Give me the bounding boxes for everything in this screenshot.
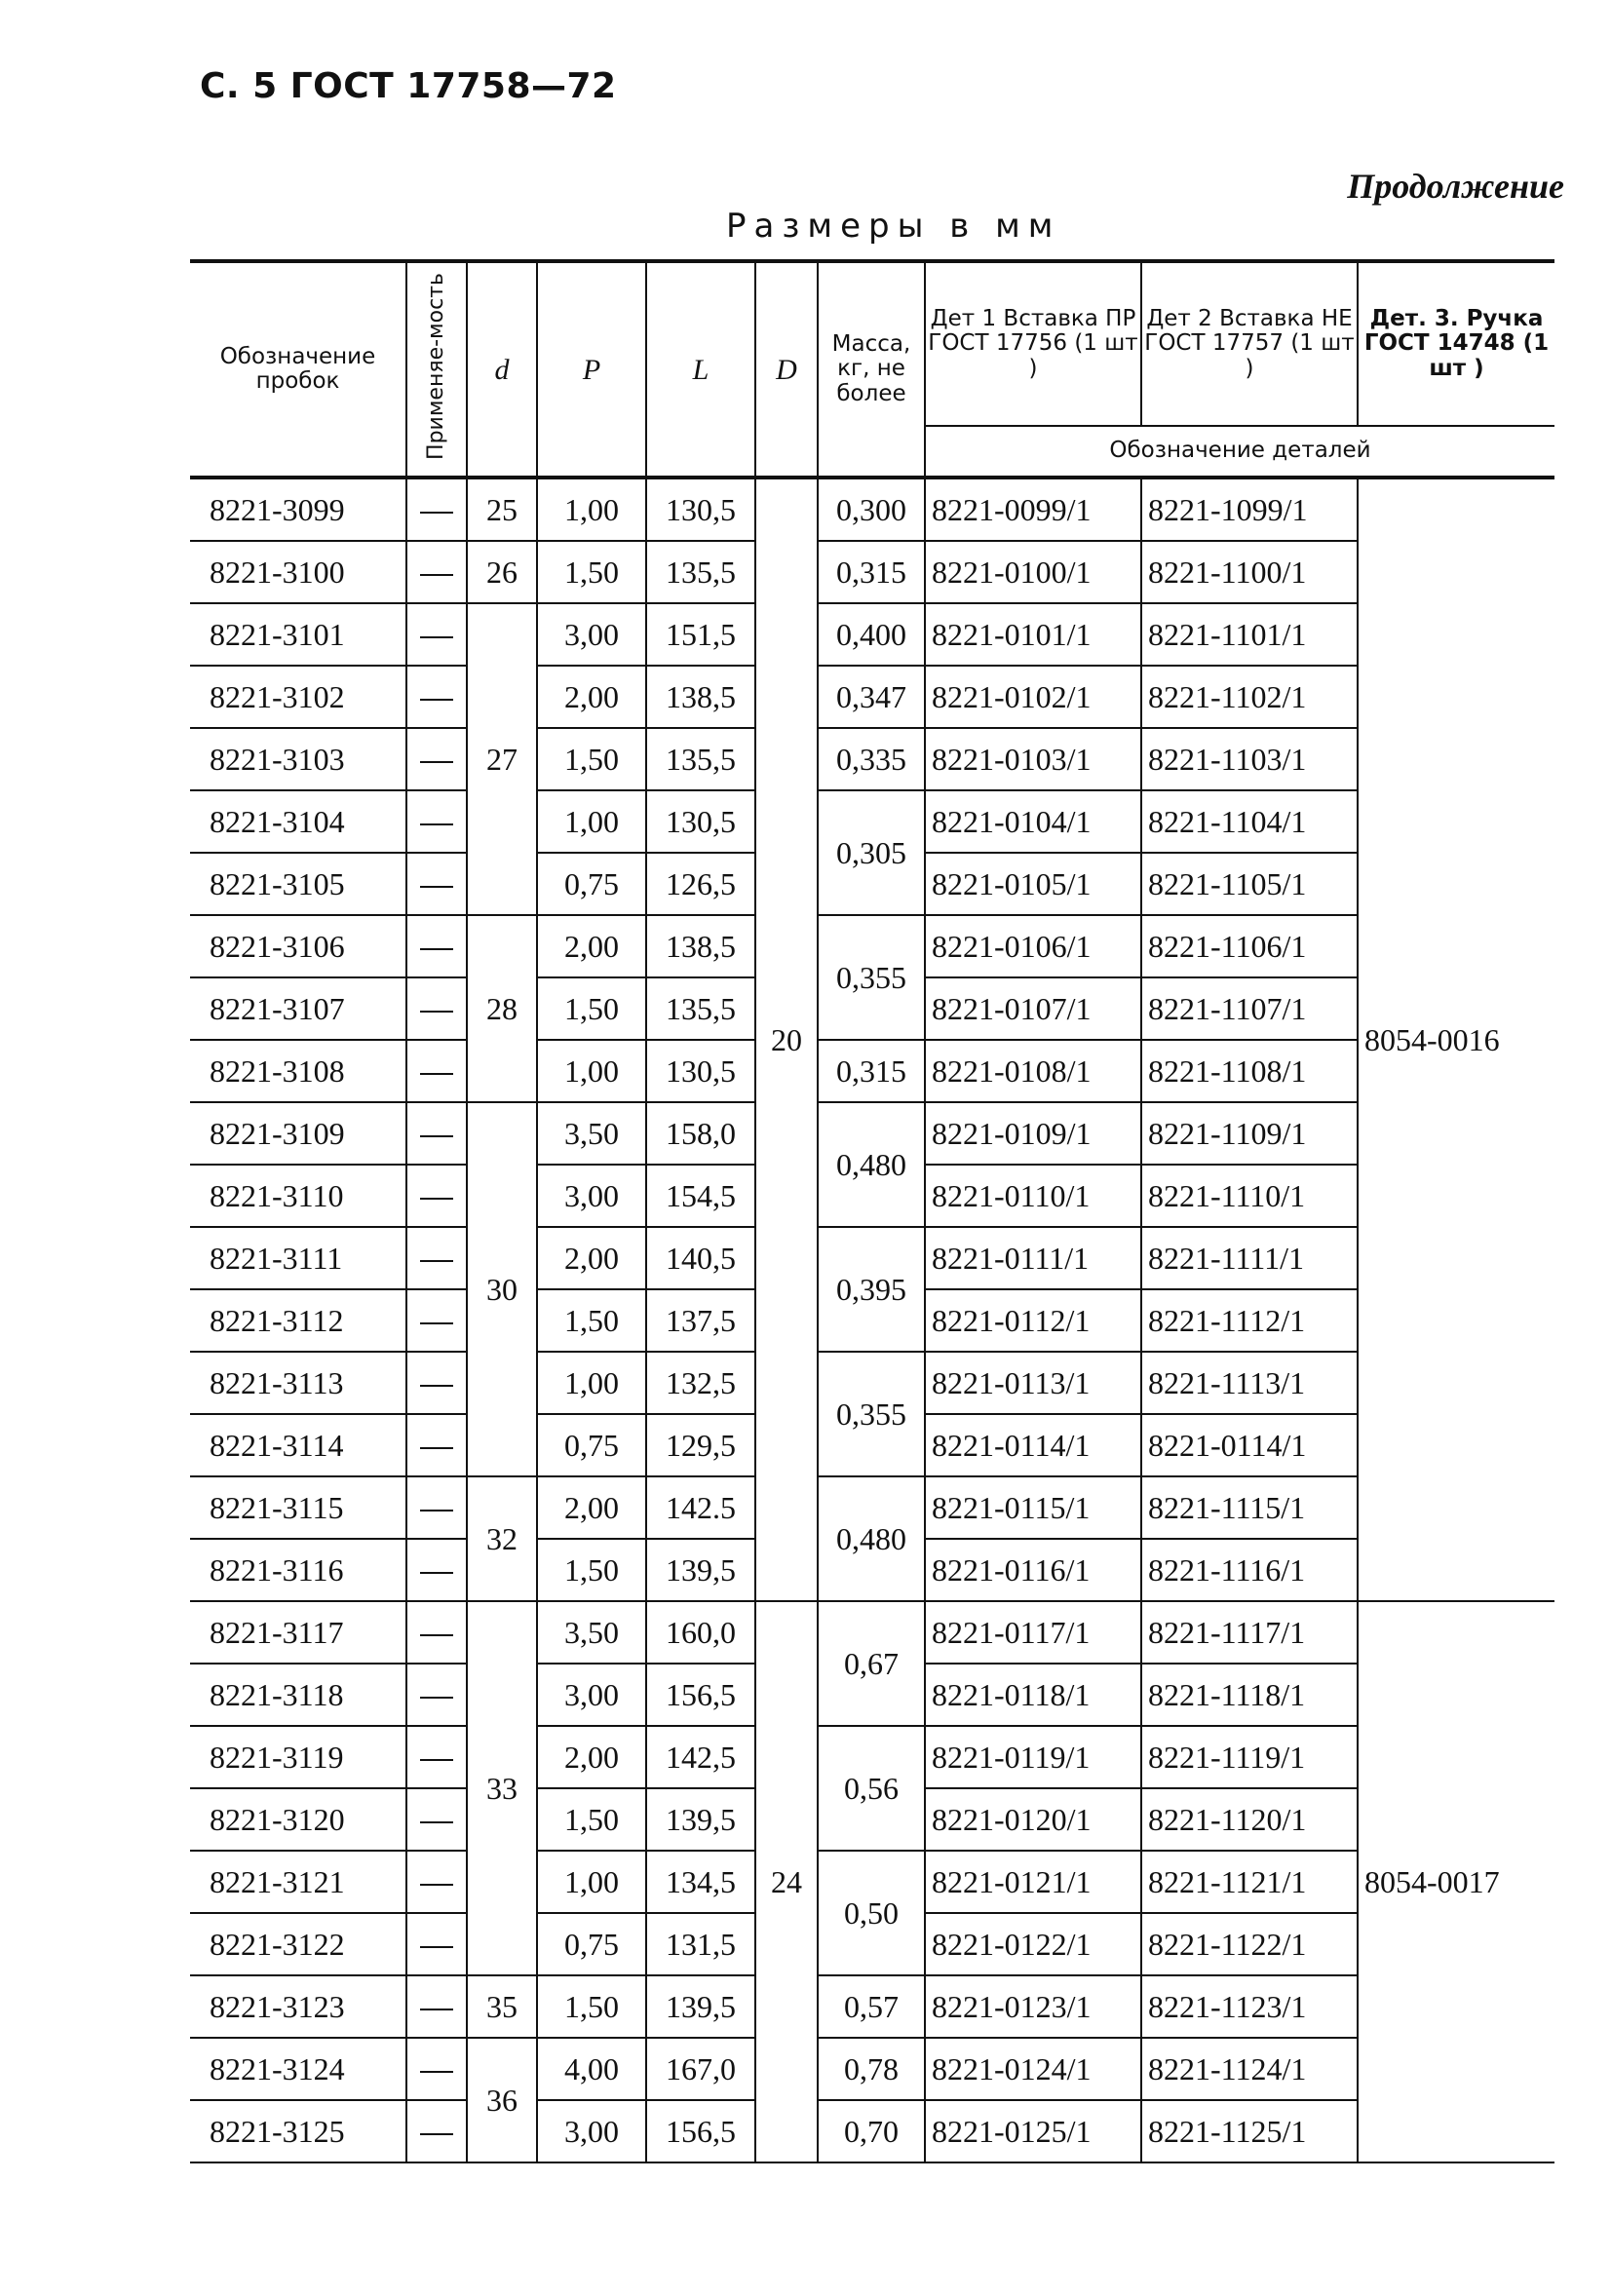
dash-mark — [420, 1634, 453, 1636]
P-value: 1,00 — [537, 1851, 646, 1913]
table-row — [190, 790, 1554, 853]
d-value: 33 — [467, 1601, 537, 1975]
applicability-cell — [406, 1664, 467, 1726]
P-value: 3,00 — [537, 2100, 646, 2162]
L-value: 156,5 — [646, 1664, 755, 1726]
det1-code: 8221-0099/1 — [925, 478, 1141, 541]
dash-mark — [420, 1073, 453, 1075]
P-value: 1,00 — [537, 478, 646, 541]
det1-code: 8221-0123/1 — [925, 1975, 1141, 2038]
mass-value: 0,56 — [818, 1726, 925, 1851]
dash-mark — [420, 2071, 453, 2073]
plug-designation: 8221-3109 — [190, 1102, 406, 1165]
d-value: 36 — [467, 2038, 537, 2162]
L-value: 138,5 — [646, 666, 755, 728]
det1-code: 8221-0113/1 — [925, 1352, 1141, 1414]
P-value: 2,00 — [537, 1227, 646, 1289]
plug-designation: 8221-3100 — [190, 541, 406, 603]
det1-code: 8221-0114/1 — [925, 1414, 1141, 1476]
table-body — [190, 478, 1554, 2162]
det3-code: 8054-0016 — [1358, 478, 1554, 1601]
table-row — [190, 478, 1554, 541]
applicability-cell — [406, 1102, 467, 1165]
applicability-cell — [406, 728, 467, 790]
P-value: 1,50 — [537, 1539, 646, 1601]
table-row — [190, 728, 1554, 790]
dash-mark — [420, 512, 453, 514]
dash-mark — [420, 1821, 453, 1823]
P-value: 2,00 — [537, 1726, 646, 1788]
col-L: L — [646, 261, 755, 478]
det2-code: 8221-1121/1 — [1141, 1851, 1358, 1913]
mass-value: 0,480 — [818, 1102, 925, 1227]
units-caption: Размеры в мм — [726, 207, 1061, 246]
plug-designation: 8221-3125 — [190, 2100, 406, 2162]
col-det2: Дет 2 Вставка НЕ ГОСТ 17757 (1 шт ) — [1141, 261, 1358, 426]
det2-code: 8221-1113/1 — [1141, 1352, 1358, 1414]
det1-code: 8221-0115/1 — [925, 1476, 1141, 1539]
det2-code: 8221-1116/1 — [1141, 1539, 1358, 1601]
L-value: 142.5 — [646, 1476, 755, 1539]
P-value: 1,50 — [537, 728, 646, 790]
P-value: 1,50 — [537, 977, 646, 1040]
mass-value: 0,78 — [818, 2038, 925, 2100]
continuation-label: Продолжение — [1347, 167, 1564, 206]
mass-value: 0,400 — [818, 603, 925, 666]
L-value: 130,5 — [646, 1040, 755, 1102]
L-value: 139,5 — [646, 1788, 755, 1851]
plug-designation: 8221-3123 — [190, 1975, 406, 2038]
det2-code: 8221-1109/1 — [1141, 1102, 1358, 1165]
dash-mark — [420, 823, 453, 825]
det1-code: 8221-0119/1 — [925, 1726, 1141, 1788]
table-row — [190, 1476, 1554, 1539]
plug-designation: 8221-3104 — [190, 790, 406, 853]
col-applicability — [406, 261, 467, 478]
P-value: 1,00 — [537, 790, 646, 853]
dash-mark — [420, 1572, 453, 1574]
det1-code: 8221-0110/1 — [925, 1165, 1141, 1227]
L-value: 129,5 — [646, 1414, 755, 1476]
applicability-cell — [406, 1539, 467, 1601]
d-value: 25 — [467, 478, 537, 541]
col-d: d — [467, 261, 537, 478]
L-value: 135,5 — [646, 728, 755, 790]
applicability-cell — [406, 790, 467, 853]
P-value: 3,00 — [537, 603, 646, 666]
mass-value: 0,315 — [818, 541, 925, 603]
det1-code: 8221-0107/1 — [925, 977, 1141, 1040]
plug-designation: 8221-3115 — [190, 1476, 406, 1539]
applicability-cell — [406, 1913, 467, 1975]
d-value: 27 — [467, 603, 537, 915]
col-P: P — [537, 261, 646, 478]
table-row — [190, 1851, 1554, 1913]
page-title: С. 5 ГОСТ 17758—72 — [200, 66, 617, 106]
det2-code: 8221-1123/1 — [1141, 1975, 1358, 2038]
table-row — [190, 915, 1554, 977]
table-row — [190, 1726, 1554, 1788]
plug-designation: 8221-3111 — [190, 1227, 406, 1289]
dash-mark — [420, 1759, 453, 1761]
det2-code: 8221-1110/1 — [1141, 1165, 1358, 1227]
mass-value: 0,347 — [818, 666, 925, 728]
P-value: 1,50 — [537, 541, 646, 603]
plug-designation: 8221-3117 — [190, 1601, 406, 1664]
det2-code: 8221-1112/1 — [1141, 1289, 1358, 1352]
L-value: 158,0 — [646, 1102, 755, 1165]
det1-code: 8221-0111/1 — [925, 1227, 1141, 1289]
det1-code: 8221-0105/1 — [925, 853, 1141, 915]
d-value: 35 — [467, 1975, 537, 2038]
det2-code: 8221-1125/1 — [1141, 2100, 1358, 2162]
mass-value: 0,70 — [818, 2100, 925, 2162]
P-value: 1,50 — [537, 1788, 646, 1851]
d-value: 32 — [467, 1476, 537, 1601]
det2-code: 8221-1119/1 — [1141, 1726, 1358, 1788]
col-det1: Дет 1 Вставка ПР ГОСТ 17756 (1 шт ) — [925, 261, 1141, 426]
det2-code: 8221-1122/1 — [1141, 1913, 1358, 1975]
applicability-cell — [406, 541, 467, 603]
D-value: 20 — [755, 478, 818, 1601]
d-value: 26 — [467, 541, 537, 603]
dash-mark — [420, 1322, 453, 1324]
dash-mark — [420, 1697, 453, 1699]
mass-value: 0,355 — [818, 1352, 925, 1476]
det1-code: 8221-0103/1 — [925, 728, 1141, 790]
det2-code: 8221-1107/1 — [1141, 977, 1358, 1040]
d-value: 28 — [467, 915, 537, 1102]
applicability-cell — [406, 1352, 467, 1414]
table-row — [190, 2038, 1554, 2100]
P-value: 3,50 — [537, 1601, 646, 1664]
P-value: 2,00 — [537, 666, 646, 728]
P-value: 1,50 — [537, 1289, 646, 1352]
plug-designation: 8221-3108 — [190, 1040, 406, 1102]
table-row — [190, 2100, 1554, 2162]
L-value: 130,5 — [646, 478, 755, 541]
plug-designation: 8221-3119 — [190, 1726, 406, 1788]
plug-designation: 8221-3102 — [190, 666, 406, 728]
det2-code: 8221-1106/1 — [1141, 915, 1358, 977]
L-value: 137,5 — [646, 1289, 755, 1352]
det2-code: 8221-1105/1 — [1141, 853, 1358, 915]
L-value: 139,5 — [646, 1539, 755, 1601]
dash-mark — [420, 1011, 453, 1013]
col-D: D — [755, 261, 818, 478]
L-value: 131,5 — [646, 1913, 755, 1975]
d-value: 30 — [467, 1102, 537, 1476]
applicability-cell — [406, 1726, 467, 1788]
det2-code: 8221-1115/1 — [1141, 1476, 1358, 1539]
L-value: 135,5 — [646, 977, 755, 1040]
plug-designation: 8221-3114 — [190, 1414, 406, 1476]
dash-mark — [420, 1946, 453, 1948]
P-value: 2,00 — [537, 1476, 646, 1539]
applicability-cell — [406, 1414, 467, 1476]
L-value: 134,5 — [646, 1851, 755, 1913]
L-value: 156,5 — [646, 2100, 755, 2162]
mass-value: 0,335 — [818, 728, 925, 790]
plug-designation: 8221-3110 — [190, 1165, 406, 1227]
dash-mark — [420, 1447, 453, 1449]
det1-code: 8221-0106/1 — [925, 915, 1141, 977]
table-row — [190, 1352, 1554, 1414]
det2-code: 8221-1124/1 — [1141, 2038, 1358, 2100]
col-applicability-label: Применяе-мость — [424, 272, 449, 460]
P-value: 1,00 — [537, 1040, 646, 1102]
det2-code: 8221-1101/1 — [1141, 603, 1358, 666]
applicability-cell — [406, 1165, 467, 1227]
det1-code: 8221-0122/1 — [925, 1913, 1141, 1975]
det2-code: 8221-1118/1 — [1141, 1664, 1358, 1726]
D-value: 24 — [755, 1601, 818, 2162]
col-designation: Обозначение пробок — [190, 261, 406, 478]
det2-code: 8221-1108/1 — [1141, 1040, 1358, 1102]
table-header — [190, 261, 1554, 478]
table-row — [190, 603, 1554, 666]
mass-value: 0,300 — [818, 478, 925, 541]
det1-code: 8221-0120/1 — [925, 1788, 1141, 1851]
applicability-cell — [406, 2100, 467, 2162]
P-value: 0,75 — [537, 853, 646, 915]
applicability-cell — [406, 977, 467, 1040]
det2-code: 8221-1104/1 — [1141, 790, 1358, 853]
plug-designation: 8221-3113 — [190, 1352, 406, 1414]
det2-code: 8221-0114/1 — [1141, 1414, 1358, 1476]
L-value: 167,0 — [646, 2038, 755, 2100]
L-value: 151,5 — [646, 603, 755, 666]
applicability-cell — [406, 1601, 467, 1664]
mass-value: 0,305 — [818, 790, 925, 915]
det2-code: 8221-1111/1 — [1141, 1227, 1358, 1289]
P-value: 3,00 — [537, 1165, 646, 1227]
L-value: 140,5 — [646, 1227, 755, 1289]
mass-value: 0,67 — [818, 1601, 925, 1726]
dash-mark — [420, 1510, 453, 1512]
dash-mark — [420, 2009, 453, 2010]
L-value: 130,5 — [646, 790, 755, 853]
det2-code: 8221-1102/1 — [1141, 666, 1358, 728]
det3-code: 8054-0017 — [1358, 1601, 1554, 2162]
P-value: 2,00 — [537, 915, 646, 977]
applicability-cell — [406, 1040, 467, 1102]
L-value: 138,5 — [646, 915, 755, 977]
det2-code: 8221-1100/1 — [1141, 541, 1358, 603]
det2-code: 8221-1103/1 — [1141, 728, 1358, 790]
applicability-cell — [406, 603, 467, 666]
det1-code: 8221-0124/1 — [925, 2038, 1141, 2100]
plug-designation: 8221-3118 — [190, 1664, 406, 1726]
det1-code: 8221-0104/1 — [925, 790, 1141, 853]
plug-designation: 8221-3099 — [190, 478, 406, 541]
det2-code: 8221-1120/1 — [1141, 1788, 1358, 1851]
det1-code: 8221-0108/1 — [925, 1040, 1141, 1102]
mass-value: 0,57 — [818, 1975, 925, 2038]
col-mass: Масса, кг, не более — [818, 261, 925, 478]
plug-designation: 8221-3116 — [190, 1539, 406, 1601]
det1-code: 8221-0102/1 — [925, 666, 1141, 728]
det2-code: 8221-1099/1 — [1141, 478, 1358, 541]
dash-mark — [420, 1260, 453, 1262]
plug-designation: 8221-3107 — [190, 977, 406, 1040]
plug-designation: 8221-3121 — [190, 1851, 406, 1913]
mass-value: 0,480 — [818, 1476, 925, 1601]
L-value: 132,5 — [646, 1352, 755, 1414]
dash-mark — [420, 948, 453, 950]
col-details-subheader: Обозначение деталей — [925, 426, 1554, 478]
applicability-cell — [406, 853, 467, 915]
P-value: 0,75 — [537, 1913, 646, 1975]
P-value: 1,00 — [537, 1352, 646, 1414]
applicability-cell — [406, 478, 467, 541]
dash-mark — [420, 636, 453, 638]
det2-code: 8221-1117/1 — [1141, 1601, 1358, 1664]
plug-designation: 8221-3112 — [190, 1289, 406, 1352]
plug-designation: 8221-3101 — [190, 603, 406, 666]
plug-designation: 8221-3105 — [190, 853, 406, 915]
dash-mark — [420, 574, 453, 576]
P-value: 3,50 — [537, 1102, 646, 1165]
applicability-cell — [406, 1227, 467, 1289]
L-value: 139,5 — [646, 1975, 755, 2038]
L-value: 135,5 — [646, 541, 755, 603]
L-value: 160,0 — [646, 1601, 755, 1664]
dash-mark — [420, 761, 453, 763]
P-value: 3,00 — [537, 1664, 646, 1726]
L-value: 142,5 — [646, 1726, 755, 1788]
plug-gauges-table — [190, 259, 1554, 2163]
table-row — [190, 666, 1554, 728]
table-row — [190, 1975, 1554, 2038]
det1-code: 8221-0101/1 — [925, 603, 1141, 666]
applicability-cell — [406, 2038, 467, 2100]
table-row — [190, 1601, 1554, 1664]
det1-code: 8221-0116/1 — [925, 1539, 1141, 1601]
applicability-cell — [406, 1851, 467, 1913]
mass-value: 0,315 — [818, 1040, 925, 1102]
plug-designation: 8221-3120 — [190, 1788, 406, 1851]
mass-value: 0,395 — [818, 1227, 925, 1352]
col-det3: Дет. 3. Ручка ГОСТ 14748 (1 шт ) — [1358, 261, 1554, 426]
applicability-cell — [406, 666, 467, 728]
plug-designation: 8221-3124 — [190, 2038, 406, 2100]
det1-code: 8221-0100/1 — [925, 541, 1141, 603]
dash-mark — [420, 886, 453, 888]
dash-mark — [420, 2133, 453, 2135]
mass-value: 0,355 — [818, 915, 925, 1040]
applicability-cell — [406, 1476, 467, 1539]
P-value: 1,50 — [537, 1975, 646, 2038]
plug-designation: 8221-3106 — [190, 915, 406, 977]
dash-mark — [420, 1198, 453, 1200]
mass-value: 0,50 — [818, 1851, 925, 1975]
table-row — [190, 1227, 1554, 1289]
plug-designation: 8221-3122 — [190, 1913, 406, 1975]
det1-code: 8221-0109/1 — [925, 1102, 1141, 1165]
L-value: 126,5 — [646, 853, 755, 915]
dash-mark — [420, 1385, 453, 1387]
det1-code: 8221-0118/1 — [925, 1664, 1141, 1726]
table-row — [190, 541, 1554, 603]
plug-designation: 8221-3103 — [190, 728, 406, 790]
L-value: 154,5 — [646, 1165, 755, 1227]
table-row — [190, 1040, 1554, 1102]
dash-mark — [420, 1135, 453, 1137]
det1-code: 8221-0117/1 — [925, 1601, 1141, 1664]
dash-mark — [420, 699, 453, 701]
det1-code: 8221-0125/1 — [925, 2100, 1141, 2162]
det1-code: 8221-0112/1 — [925, 1289, 1141, 1352]
P-value: 4,00 — [537, 2038, 646, 2100]
det1-code: 8221-0121/1 — [925, 1851, 1141, 1913]
applicability-cell — [406, 1788, 467, 1851]
applicability-cell — [406, 1975, 467, 2038]
applicability-cell — [406, 1289, 467, 1352]
table-row — [190, 1102, 1554, 1165]
dash-mark — [420, 1884, 453, 1886]
P-value: 0,75 — [537, 1414, 646, 1476]
applicability-cell — [406, 915, 467, 977]
